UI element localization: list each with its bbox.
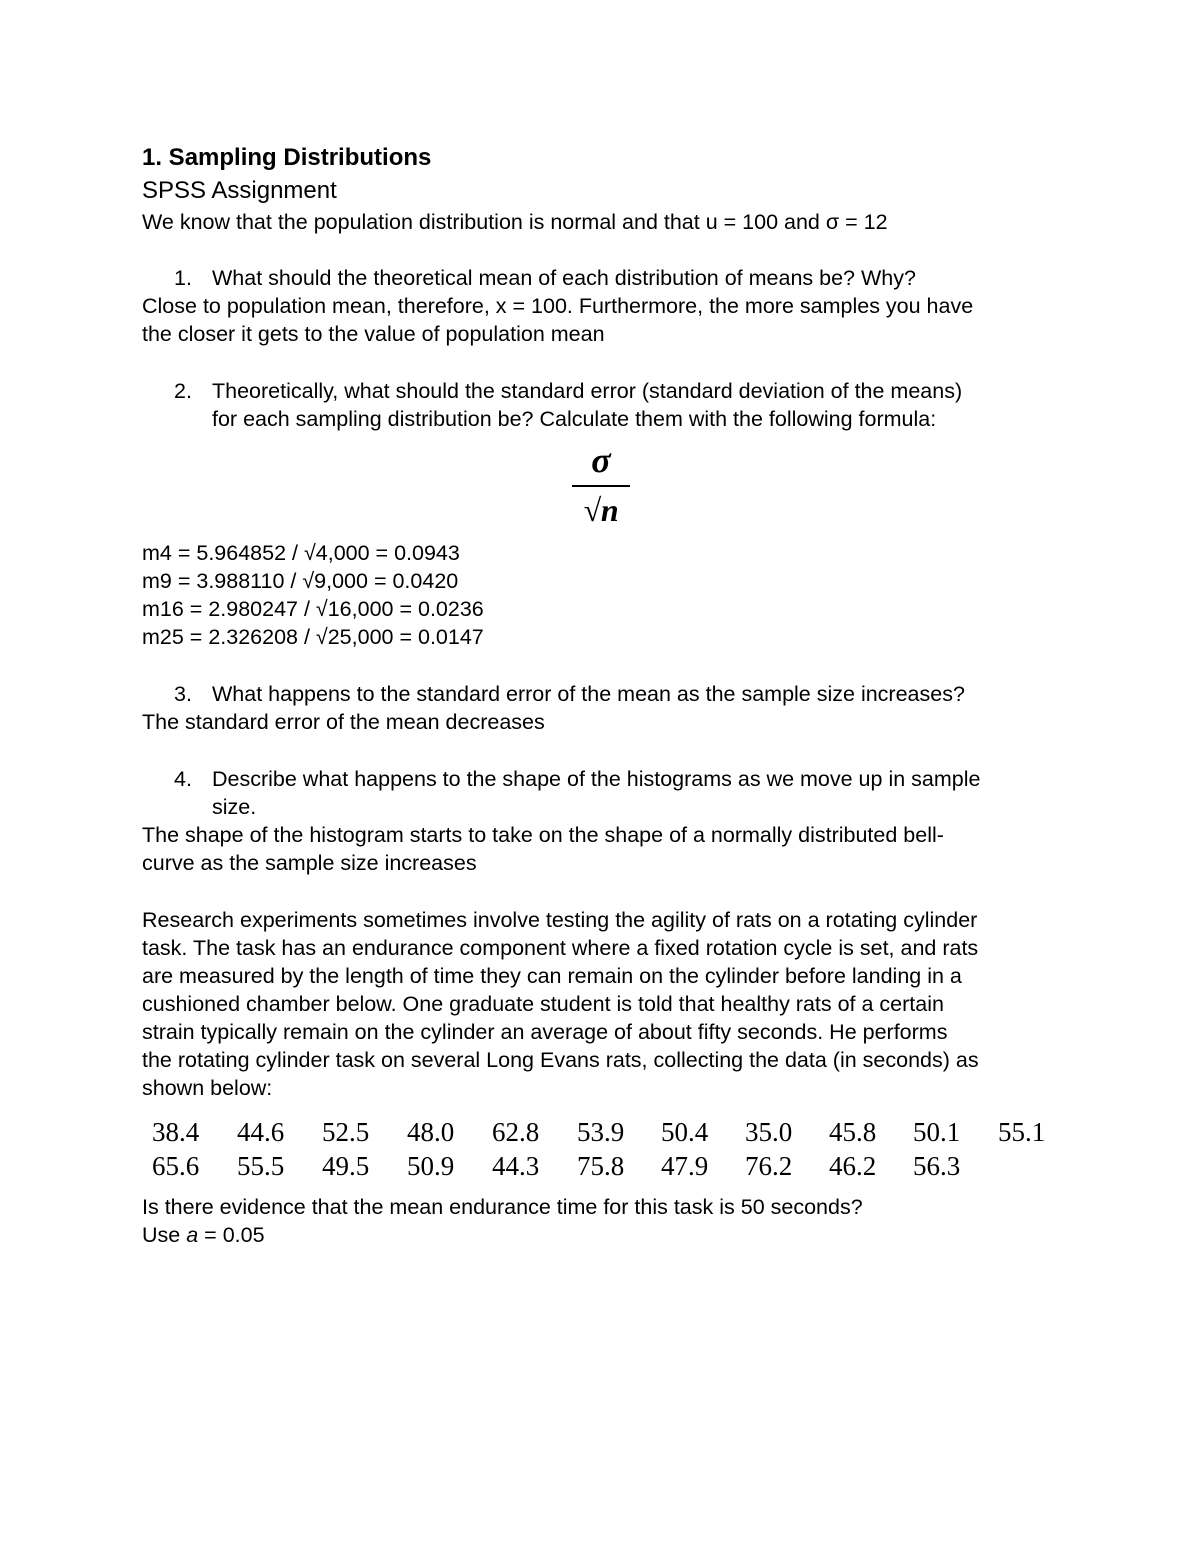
research-line-5: strain typically remain on the cylinder an average of about fifty seconds. He performs <box>142 1020 948 1044</box>
answer-1-line-2: the closer it gets to the value of population mean <box>142 322 605 346</box>
data-value: 44.6 <box>237 1117 285 1147</box>
calculation-m4: m4 = 5.964852 / √4,000 = 0.0943 <box>142 541 460 565</box>
calculation-m16: m16 = 2.980247 / √16,000 = 0.0236 <box>142 597 484 621</box>
data-value: 48.0 <box>407 1117 455 1147</box>
research-line-1: Research experiments sometimes involve testing the agility of rats on a rotating cylinder <box>142 908 978 932</box>
question-1-text: What should the theoretical mean of each distribution of means be? Why? <box>212 266 916 290</box>
question-3-text: What happens to the standard error of the mean as the sample size increases? <box>212 682 965 706</box>
answer-4-line-1: The shape of the histogram starts to take on the shape of a normally distributed bell- <box>142 823 944 847</box>
answer-4-line-2: curve as the sample size increases <box>142 851 477 875</box>
data-value: 44.3 <box>492 1151 540 1181</box>
alpha-prefix: Use <box>142 1223 187 1247</box>
research-line-3: are measured by the length of time they can remain on the cylinder before landing in a <box>142 964 962 988</box>
research-line-4: cushioned chamber below. One graduate student is told that healthy rats of a certain <box>142 992 944 1016</box>
data-value: 50.1 <box>913 1117 961 1147</box>
data-value: 55.5 <box>237 1151 285 1181</box>
data-value: 45.8 <box>829 1117 877 1147</box>
data-value: 49.5 <box>322 1151 370 1181</box>
data-value: 65.6 <box>152 1151 200 1181</box>
data-value: 50.9 <box>407 1151 455 1181</box>
question-4-text-line-2: size. <box>212 795 257 819</box>
research-line-2: task. The task has an endurance component where a fixed rotation cycle is set, and rats <box>142 936 979 960</box>
data-value: 56.3 <box>913 1151 961 1181</box>
research-line-7: shown below: <box>142 1076 273 1100</box>
data-value: 50.4 <box>661 1117 709 1147</box>
answer-3: The standard error of the mean decreases <box>142 710 545 734</box>
calculation-m25: m25 = 2.326208 / √25,000 = 0.0147 <box>142 625 484 649</box>
question-2-text-line-1: Theoretically, what should the standard error (standard deviation of the means) <box>212 379 963 403</box>
data-value: 46.2 <box>829 1151 877 1181</box>
data-value: 75.8 <box>577 1151 625 1181</box>
formula-numerator: σ <box>591 440 611 480</box>
section-title: 1. Sampling Distributions <box>142 144 432 171</box>
alpha-symbol: a <box>186 1223 199 1247</box>
alpha-line <box>142 1221 265 1249</box>
data-value: 38.4 <box>152 1117 200 1147</box>
question-4-text-line-1: Describe what happens to the shape of the histograms as we move up in sample <box>212 767 981 791</box>
calculation-m9: m9 = 3.988110 / √9,000 = 0.0420 <box>142 569 459 593</box>
question-1-number: 1. <box>174 266 192 290</box>
data-value: 76.2 <box>745 1151 793 1181</box>
alpha-value: = 0.05 <box>198 1223 265 1247</box>
data-value: 35.0 <box>745 1117 793 1147</box>
data-value: 47.9 <box>661 1151 709 1181</box>
data-value: 55.1 <box>998 1117 1046 1147</box>
fraction-bar <box>572 485 630 487</box>
data-value: 62.8 <box>492 1117 540 1147</box>
answer-1-line-1: Close to population mean, therefore, x = 100. Furthermore, the more samples you have <box>142 294 974 318</box>
research-line-6: the rotating cylinder task on several Long Evans rats, collecting the data (in seconds) as <box>142 1048 979 1072</box>
question-3-number: 3. <box>174 682 192 706</box>
question-2-text-line-2: for each sampling distribution be? Calculate them with the following formula: <box>212 407 937 431</box>
data-value: 53.9 <box>577 1117 625 1147</box>
assignment-subtitle: SPSS Assignment <box>142 177 337 204</box>
standard-error-formula <box>568 440 634 532</box>
question-2-number: 2. <box>174 379 192 403</box>
intro-text: We know that the population distribution is normal and that u = 100 and σ = 12 <box>142 210 888 234</box>
question-4-number: 4. <box>174 767 192 791</box>
final-question: Is there evidence that the mean endurance time for this task is 50 seconds? <box>142 1195 863 1219</box>
formula-denominator: √n <box>583 492 619 528</box>
data-value: 52.5 <box>322 1117 370 1147</box>
